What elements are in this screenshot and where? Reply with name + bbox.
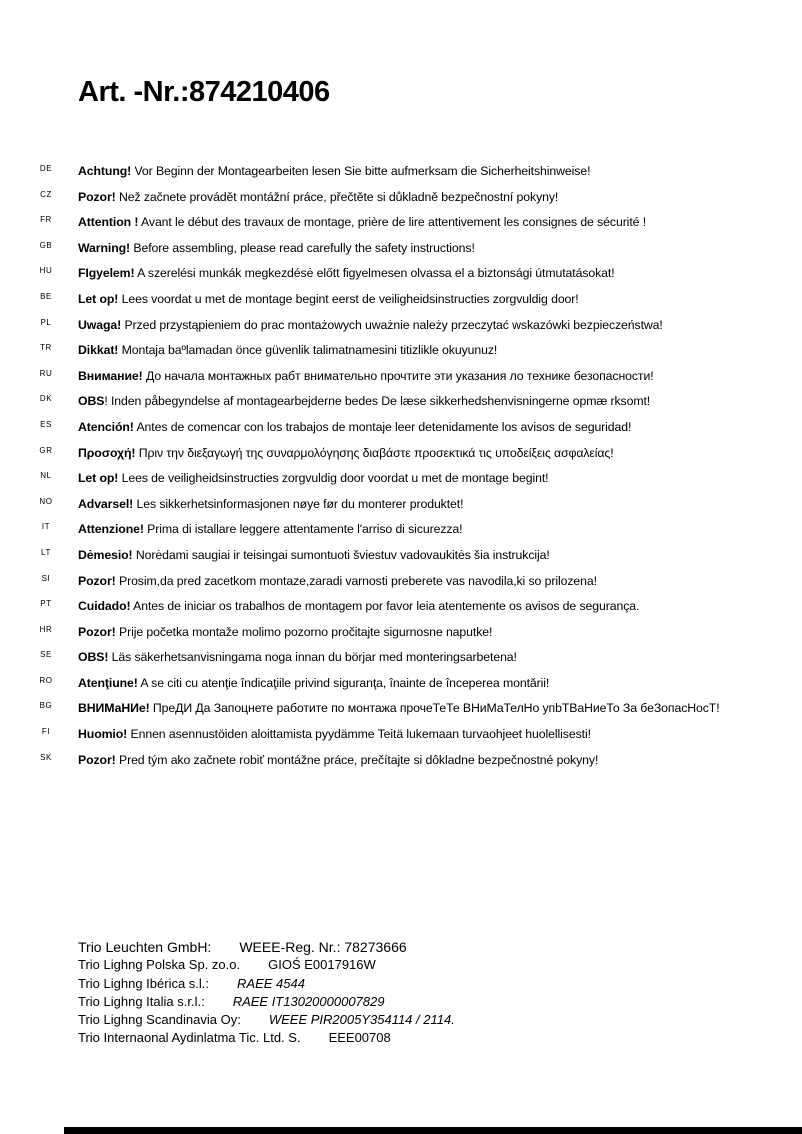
language-code: LT <box>41 547 51 557</box>
warning-row <box>0 620 802 646</box>
registration-row <box>78 938 738 956</box>
company-name: Trio Lighng Ibérica s.l.: <box>78 975 210 991</box>
warning-text <box>78 185 558 211</box>
registration-number: RAEE 4544 <box>237 975 305 991</box>
language-code: IT <box>41 522 51 532</box>
warning-lead-word: FIgyelem! <box>78 266 135 281</box>
warning-text <box>78 287 579 313</box>
warning-text <box>78 594 639 620</box>
warning-body-text: Vor Beginn der Montagearbeiten lesen Sie bitte aufmerksam die Sicherheitshinweise! <box>131 164 591 178</box>
warning-lead-word: Uwaga! <box>78 317 122 332</box>
warning-lead-word: Внимание! <box>78 368 143 383</box>
warning-row <box>0 722 802 748</box>
warning-body-text: Before assembling, please read carefully the safety instructions! <box>130 240 475 255</box>
warning-lead-word: Huomio! <box>78 727 128 742</box>
registration-number: WEEE-Reg. Nr.: 78273666 <box>239 939 407 955</box>
warning-row <box>0 287 802 313</box>
warning-lead-word: Let op! <box>78 471 119 486</box>
warning-lead-word: Attenzione! <box>78 522 144 537</box>
manufacturer-registration-block <box>78 938 738 1048</box>
warning-body-text: ПреДИ Да Запоцнете работите по монтажа прочеТеТе ВНиМаТелНо упbТВаНиеТо За беЗопасНосТ! <box>149 701 720 716</box>
warning-row <box>0 364 802 390</box>
language-code: PL <box>40 317 52 327</box>
language-code: ES <box>40 419 52 429</box>
language-code: GB <box>39 240 53 250</box>
registration-number: WEEE PIR2005Y354114 / 2114. <box>268 1012 455 1028</box>
warning-row <box>0 466 802 492</box>
language-code: FI <box>41 727 51 737</box>
warning-row <box>0 389 802 415</box>
warning-row <box>0 748 802 774</box>
warning-text <box>78 543 550 569</box>
warning-lead-word: Pozor! <box>78 189 116 204</box>
warning-row <box>0 261 802 287</box>
warning-lead-word: Atención! <box>78 419 134 434</box>
warning-lead-word: OBS! <box>78 650 109 665</box>
warning-text <box>78 492 463 518</box>
warning-body-text: A szerelési munkák megkezdésė előtt figyelmesen olvassa el a biztonsági útmutatásokat! <box>134 266 615 281</box>
registration-row <box>78 956 738 974</box>
warning-body-text: Antes de comencar con los trabajos de montaje leer detenidamente los avisos de seguridad! <box>133 419 632 434</box>
warning-lead-word: Warning! <box>78 240 131 255</box>
warning-text <box>78 261 615 287</box>
warning-lead-word: OBS <box>78 394 105 409</box>
language-code: PT <box>40 599 52 609</box>
company-name: Trio Lighng Scandinavia Oy: <box>78 1012 241 1028</box>
language-code: RU <box>39 368 53 378</box>
warning-lead-word: Advarsel! <box>78 496 134 511</box>
warning-row <box>0 671 802 697</box>
company-name: Trio Internaonal Aydinlatma Tic. Ltd. S. <box>78 1030 301 1046</box>
language-code: HR <box>39 624 53 634</box>
warning-row <box>0 441 802 467</box>
warning-text <box>78 696 720 722</box>
warning-text <box>78 236 475 262</box>
warning-body-text: Prije početka montaže molimo pozorno pročitajte sigurnosne naputke! <box>115 624 493 639</box>
language-code: BG <box>39 701 53 711</box>
language-code: GR <box>39 445 53 455</box>
warning-lead-word: Dikkat! <box>78 343 119 358</box>
registration-row <box>78 993 738 1011</box>
warning-text <box>78 569 597 595</box>
warning-text <box>78 441 614 467</box>
language-code: CZ <box>40 189 52 199</box>
warning-body-text: Läs säkerhetsanvisningama noga innan du börjar med monteringsarbetena! <box>108 650 517 665</box>
warning-text <box>78 620 492 646</box>
warning-text <box>78 338 497 364</box>
warning-row <box>0 543 802 569</box>
company-name: Trio Leuchten GmbH: <box>78 939 212 955</box>
warning-body-text: Ennen asennustöiden aloittamista pyydämme Teitä lukemaan turvaohjeet huolellisesti! <box>127 727 591 742</box>
language-code: SE <box>40 650 52 660</box>
warning-lead-word: Let op! <box>78 291 119 306</box>
registration-row <box>78 1011 738 1029</box>
warning-body-text: A se citi cu atenţie îndicaţiile privind siguranţa, înainte de începerea montării! <box>137 675 550 690</box>
language-code: TR <box>40 343 52 353</box>
warning-lead-word: ВНИМаНИе! <box>78 701 150 716</box>
language-code: HU <box>39 266 53 276</box>
warning-body-text: Antes de iniciar os trabalhos de montagem por favor leia atentemente os avisos de segurança. <box>130 599 640 614</box>
warning-text <box>78 364 654 390</box>
language-code: NO <box>39 496 53 506</box>
warning-text <box>78 466 548 492</box>
warning-lead-word: Achtung! <box>78 164 132 178</box>
warning-row <box>0 569 802 595</box>
language-code: SK <box>40 752 52 762</box>
warning-body-text: Avant le début des travaux de montage, prière de lire attentivement les consignes de sécurité ! <box>138 215 647 230</box>
warning-body-text: Pred tým ako začnete robiť montážne práce, prečítajte si dôkladne bezpečnostné pokyny! <box>115 752 599 767</box>
language-code: DK <box>39 394 53 404</box>
registration-row <box>78 975 738 993</box>
warning-lead-word: Προσοχή! <box>78 445 136 460</box>
safety-warning-list <box>0 159 802 773</box>
company-name: Trio Lighng Polska Sp. zo.o. <box>78 957 241 973</box>
language-code: FR <box>40 215 52 225</box>
warning-body-text: Norėdami saugiai ir teisingai sumontuoti šviestuv vadovaukitės šia instrukcija! <box>132 547 550 562</box>
language-code: DE <box>39 164 53 173</box>
warning-text <box>78 671 549 697</box>
warning-row <box>0 492 802 518</box>
warning-row <box>0 517 802 543</box>
warning-text <box>78 313 663 339</box>
warning-text <box>78 389 650 415</box>
warning-body-text: Montaja baºlamadan önce güvenlik talimatnamesini titizlikle okuyunuz! <box>118 343 498 358</box>
warning-body-text: ! Inden påbegyndelse af montagearbejderne bedes De læse sikkerhedshenvisningerne opmæ rksomt! <box>104 394 651 409</box>
warning-lead-word: Atenţiune! <box>78 675 138 690</box>
warning-body-text: Prosim,da pred zacetkom montaze,zaradi varnosti preberete vas navodila,ki so prilozena! <box>115 573 597 588</box>
language-code: SI <box>41 573 51 583</box>
language-code: NL <box>40 471 52 481</box>
warning-row <box>0 210 802 236</box>
warning-body-text: Prima di istallare leggere attentamente l'arriso di sicurezza! <box>143 522 463 537</box>
warning-row <box>0 415 802 441</box>
warning-text <box>78 645 517 671</box>
warning-row <box>0 338 802 364</box>
warning-row <box>0 696 802 722</box>
registration-number: EEE00708 <box>328 1030 391 1046</box>
warning-text <box>78 159 590 185</box>
warning-row <box>0 236 802 262</box>
warning-body-text: Lees de veiligheidsinstructies zorgvuldig door voordat u met de montage begint! <box>118 471 549 486</box>
warning-lead-word: Cuidado! <box>78 599 131 614</box>
warning-body-text: Lees voordat u met de montage begint eerst de veiligheidsinstructies zorgvuldig door! <box>118 291 579 306</box>
registration-number: RAEE IT13020000007829 <box>232 993 385 1009</box>
warning-row <box>0 185 802 211</box>
warning-lead-word: Attention ! <box>78 215 139 230</box>
registration-number: GIOŚ E0017916W <box>268 957 376 973</box>
warning-body-text: До начала монтажных рабт внимательно прочтите эти указания ло технике безопасности! <box>142 368 654 383</box>
warning-text <box>78 415 631 441</box>
warning-lead-word: Pozor! <box>78 624 116 639</box>
scan-artifact-bar <box>64 1127 802 1134</box>
warning-row <box>0 313 802 339</box>
language-code: BE <box>40 291 52 301</box>
warning-text <box>78 517 463 543</box>
registration-row <box>78 1029 738 1047</box>
warning-row <box>0 594 802 620</box>
warning-row <box>0 159 802 185</box>
warning-row <box>0 645 802 671</box>
warning-text <box>78 748 598 774</box>
warning-lead-word: Pozor! <box>78 752 116 767</box>
warning-body-text: Przed przystąpieniem do prac montażowych uważnie należy przeczytać wskazówki bezpieczeństwa! <box>121 317 663 332</box>
page-title: Art. -Nr.:874210406 <box>78 76 330 108</box>
warning-lead-word: Pozor! <box>78 573 116 588</box>
warning-text <box>78 210 646 236</box>
language-code: RO <box>39 675 53 685</box>
warning-body-text: Než začnete provádět montážní práce, přečtěte si důkladně bezpečnostní pokyny! <box>115 189 559 204</box>
warning-body-text: Πριν την διεξαγωγή της συναρμολόγησης διαβάστε προσεκτικά τις υποδείξεις ασφαλείας! <box>135 445 614 460</box>
warning-text <box>78 722 591 748</box>
warning-body-text: Les sikkerhetsinformasjonen nøye før du monterer produktet! <box>133 496 464 511</box>
company-name: Trio Lighng Italia s.r.l.: <box>78 993 205 1009</box>
warning-lead-word: Dėmesio! <box>78 547 133 562</box>
